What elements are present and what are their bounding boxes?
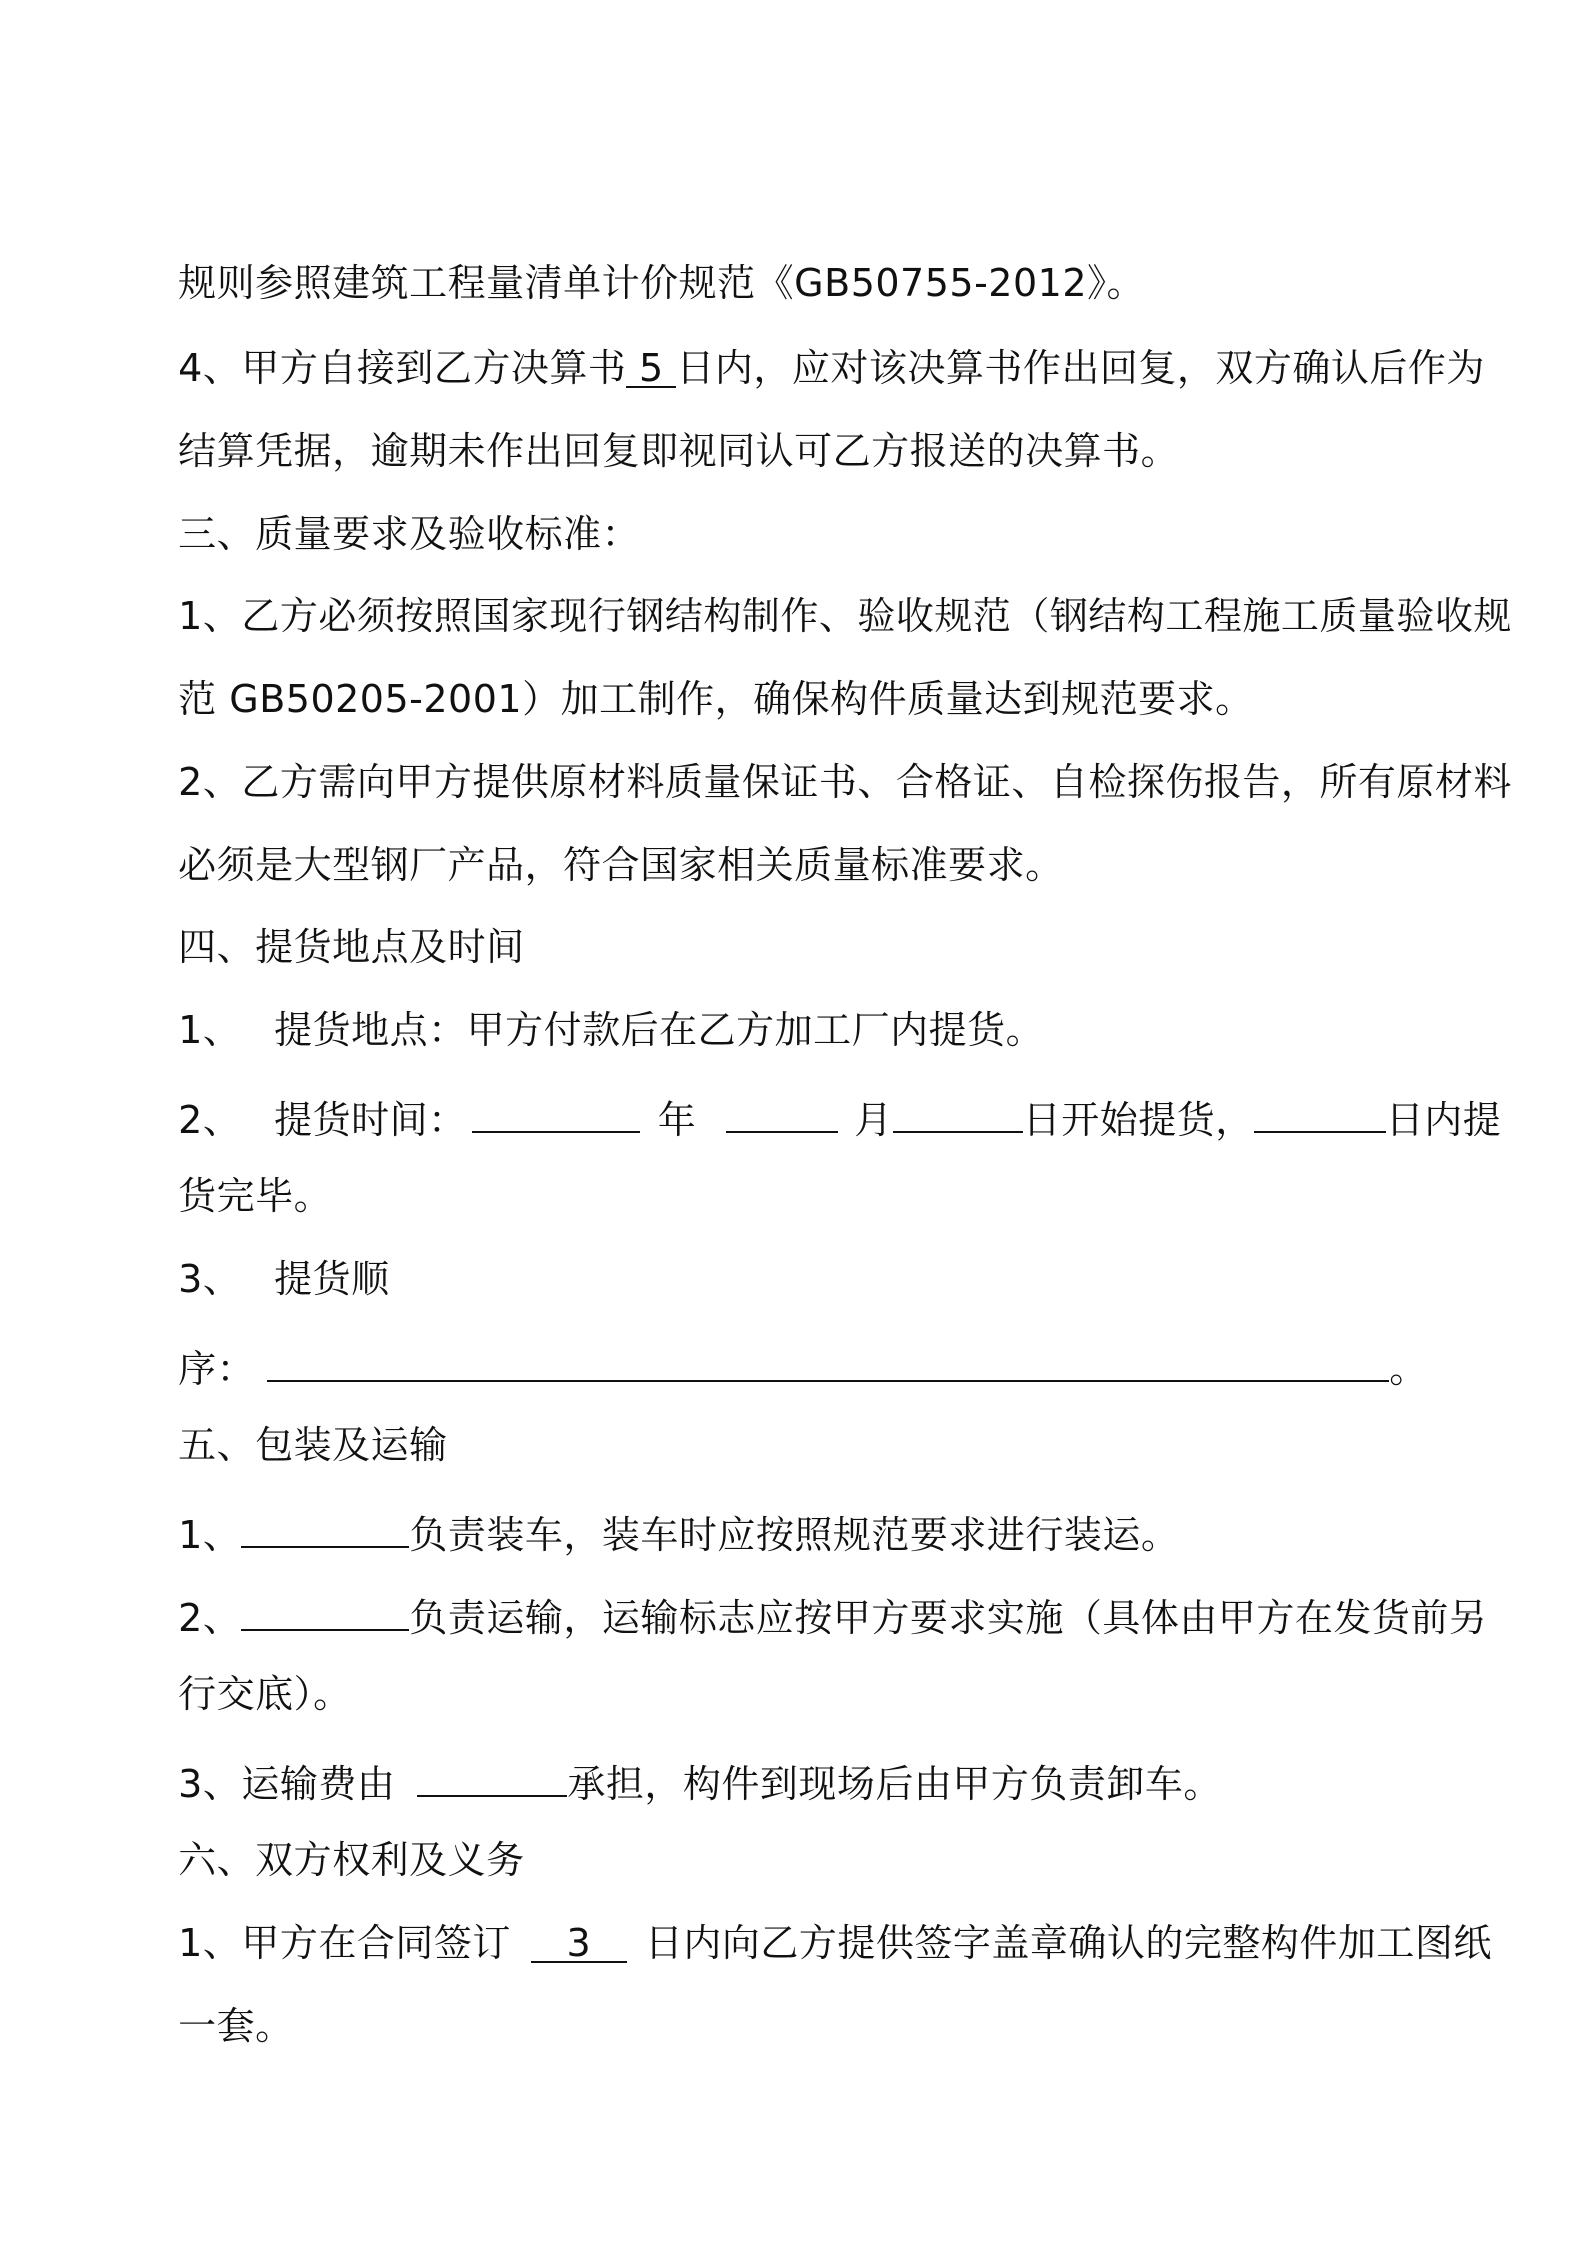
list-item: [153, 1533, 1487, 1644]
item-number: 1、: [178, 1008, 242, 1052]
month-label: 月: [854, 1098, 893, 1142]
line-text: 2、乙方需向甲方提供原材料质量保证书、合格证、自检探伤报告，所有原材料: [178, 760, 1512, 804]
line-text: 结算凭据，逾期未作出回复即视同认可乙方报送的决算书。: [178, 429, 1180, 473]
line-text: 1、乙方必须按照国家现行钢结构制作、验收规范（钢结构工程施工质量验收规: [178, 594, 1512, 638]
line-text-post: 负责装车，装车时应按照规范要求进行装运。: [409, 1513, 1180, 1557]
line-text-post: 。: [1389, 1347, 1428, 1391]
fill-blank-drawing-days[interactable]: 3: [531, 1917, 627, 1963]
day-end-label: 日内提: [1385, 1098, 1502, 1142]
line-text-pre: 1、甲方在合同签订: [178, 1921, 511, 1965]
line-text: 范 GB50205-2001）加工制作，确保构件质量达到规范要求。: [178, 677, 1254, 721]
line-text: 一套。: [178, 2004, 294, 2048]
paragraph-line: [153, 1948, 294, 2052]
line-text: 规则参照建筑工程量清单计价规范《GB50755-2012》。: [178, 261, 1145, 305]
list-item: [153, 1865, 1492, 1969]
heading-text: 三、质量要求及验收标准：: [178, 512, 641, 556]
line-text: 行交底）。: [178, 1672, 352, 1716]
fill-blank-year[interactable]: [472, 1087, 640, 1133]
heading-text: 四、提货地点及时间: [178, 925, 525, 969]
line-text: 提货地点：甲方付款后在乙方加工厂内提货。: [274, 1008, 1045, 1052]
fill-blank-days[interactable]: 5: [626, 342, 676, 388]
line-text-pre: 4、甲方自接到乙方决算书: [178, 346, 627, 390]
day-start-label: 日开始提货，: [1022, 1098, 1254, 1142]
line-text-pre: 2、: [178, 1596, 242, 1640]
heading-text: 六、双方权利及义务: [178, 1838, 525, 1882]
line-text: 必须是大型钢厂产品，符合国家相关质量标准要求。: [178, 843, 1064, 887]
item-number: 2、: [178, 1098, 242, 1142]
fill-blank-month[interactable]: [726, 1087, 838, 1133]
line-text-post: 日内，应对该决算书作出回复，双方确认后作为: [676, 346, 1485, 390]
line-text-post: 承担，构件到现场后由甲方负责卸车。: [567, 1762, 1222, 1806]
pickup-time-label: 提货时间：: [274, 1098, 467, 1142]
fill-blank-day-end[interactable]: [1254, 1087, 1386, 1133]
line-text-pre: 序：: [178, 1347, 256, 1391]
list-item: [153, 1035, 1501, 1146]
line-text-pre: 1、: [178, 1513, 242, 1557]
line-text-post: 负责运输，运输标志应按甲方要求实施（具体由甲方在发货前另: [409, 1596, 1488, 1640]
line-text-pre: 3、运输费由: [178, 1762, 396, 1806]
line-text: 货完毕。: [178, 1174, 333, 1218]
year-label: 年: [657, 1098, 697, 1142]
item-number: 3、: [178, 1257, 242, 1301]
line-text-post: 日内向乙方提供签字盖章确认的完整构件加工图纸: [644, 1921, 1492, 1965]
line-text: 提货顺: [274, 1257, 390, 1301]
heading-text: 五、包装及运输: [178, 1423, 448, 1467]
fill-blank-day-start[interactable]: [893, 1087, 1023, 1133]
